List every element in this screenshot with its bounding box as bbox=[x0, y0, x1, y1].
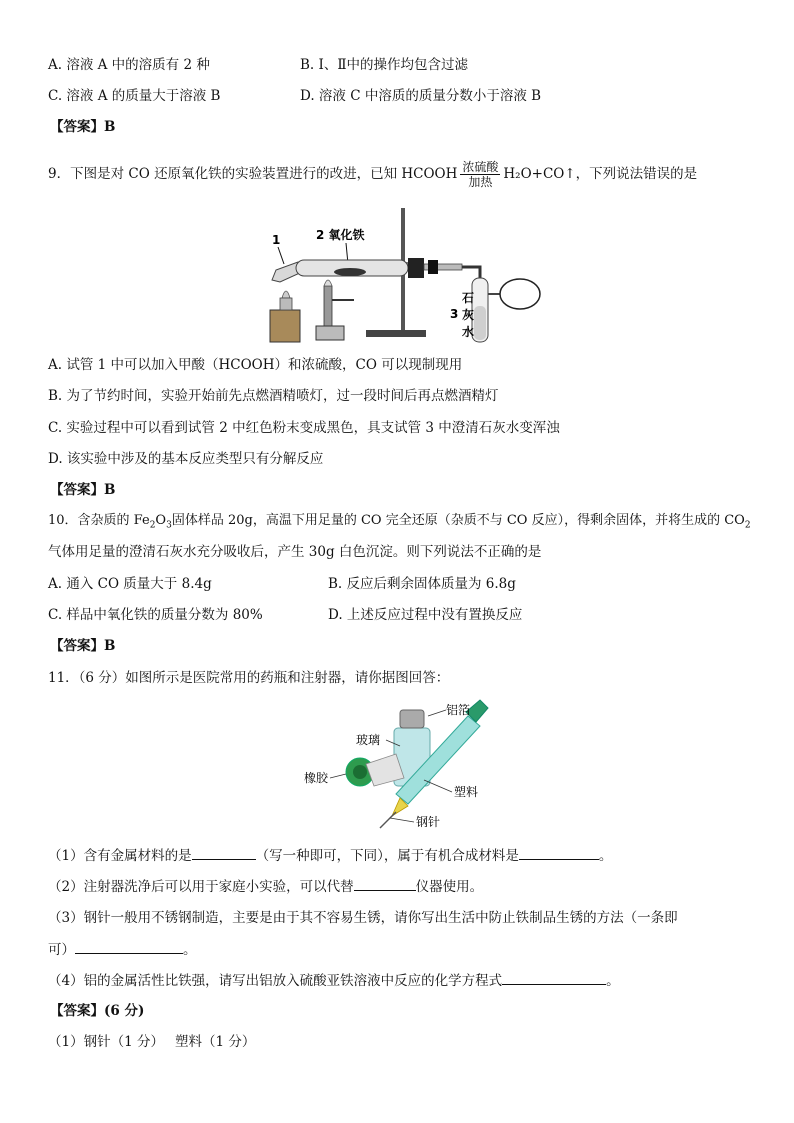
q11-p1-b: （写一种即可，下同），属于有机合成材料是 bbox=[255, 848, 519, 864]
wood-block bbox=[270, 310, 300, 342]
label-xiangjiao: 橡胶 bbox=[304, 771, 329, 785]
label-gangzhen: 钢针 bbox=[416, 815, 441, 829]
q9-option-c: C. 实验过程中可以看到试管 2 中红色粉末变成黑色，具支试管 3 中澄清石灰水变浑浊 bbox=[48, 420, 560, 436]
label-lvbo-leader bbox=[428, 710, 446, 716]
q11-p2-a: （2）注射器洗净后可以用于家庭小实验，可以代替 bbox=[48, 879, 354, 895]
blowtorch-tube bbox=[324, 286, 332, 326]
aluminum-cap bbox=[400, 710, 424, 728]
q9-frac-bottom: 加热 bbox=[468, 175, 493, 189]
q11-part-1 bbox=[48, 845, 612, 866]
balloon bbox=[500, 279, 540, 309]
q8-option-d: D. 溶液 C 中溶质的质量分数小于溶液 B bbox=[300, 88, 542, 104]
q11-blank-5[interactable] bbox=[502, 970, 606, 985]
q9-stem-pre: 9．下图是对 CO 还原氧化铁的实验装置进行的改进，已知 HCOOH bbox=[48, 166, 458, 182]
q8-option-b: B. Ⅰ、Ⅱ中的操作均包含过滤 bbox=[300, 57, 469, 73]
q9-answer: 【答案】B bbox=[50, 482, 116, 498]
fig-label-hui: 灰 bbox=[462, 308, 475, 322]
label-suliao: 塑料 bbox=[454, 785, 479, 799]
q9-stem-post: H₂O+CO↑，下列说法错误的是 bbox=[503, 166, 698, 182]
label-boli: 玻璃 bbox=[356, 733, 381, 747]
q9-option-a: A. 试管 1 中可以加入甲酸（HCOOH）和浓硫酸，CO 可以现制现用 bbox=[48, 357, 463, 373]
iron-oxide-powder bbox=[334, 268, 366, 276]
q11-part-3-line1: （3）钢针一般用不锈钢制造，主要是由于其不容易生锈，请你写出生活中防止铁制品生锈的方法（一条即 bbox=[48, 910, 678, 926]
q10-stem-post: 固体样品 20g，高温下用足量的 CO 完全还原（杂质不与 CO 反应），得剩余固体，并将生成的 CO bbox=[171, 513, 745, 528]
q10-sub-3: 3 bbox=[166, 520, 172, 531]
q10-option-c: C. 样品中氧化铁的质量分数为 80% bbox=[48, 607, 263, 623]
q11-p2-b: 仪器使用。 bbox=[415, 879, 484, 895]
q11-blank-3[interactable] bbox=[354, 876, 416, 891]
label-lvbo: 铝箔 bbox=[446, 703, 471, 717]
q11-p1-c: 。 bbox=[598, 848, 613, 864]
steel-needle bbox=[380, 812, 396, 828]
q11-blank-1[interactable] bbox=[192, 845, 256, 860]
ring-stand-base bbox=[366, 330, 426, 337]
q9-option-b: B. 为了节约时间，实验开始前先点燃酒精喷灯，过一段时间后再点燃酒精灯 bbox=[48, 388, 499, 404]
label-xiangjiao-leader bbox=[330, 774, 346, 778]
q11-blank-4[interactable] bbox=[75, 939, 183, 954]
q10-stem-line1 bbox=[48, 511, 751, 536]
alcohol-lamp bbox=[280, 298, 292, 310]
q11-p3-c: 。 bbox=[183, 942, 197, 958]
blowtorch-base bbox=[316, 326, 344, 340]
rubber-stopper bbox=[408, 258, 424, 278]
lamp-flame-left bbox=[282, 291, 290, 298]
q11-p1-a: （1）含有金属材料的是 bbox=[48, 848, 192, 864]
q9-reaction-condition bbox=[460, 160, 500, 189]
q11-p3-b: 可） bbox=[48, 942, 75, 958]
q10-option-b: B. 反应后剩余固体质量为 6.8g bbox=[328, 576, 516, 592]
q11-p4-a: （4）铝的金属活性比铁强，请写出铝放入硫酸亚铁溶液中反应的化学方程式 bbox=[48, 973, 503, 989]
q8-option-c: C. 溶液 A 的质量大于溶液 B bbox=[48, 88, 221, 104]
q11-answer: 【答案】(6 分) bbox=[50, 1003, 145, 1019]
fig-label-2: 2 氧化铁 bbox=[316, 228, 365, 242]
q10-option-d: D. 上述反应过程中没有置换反应 bbox=[328, 607, 523, 623]
q11-answer-1: （1）钢针（1 分） 塑料（1 分） bbox=[48, 1034, 256, 1050]
tube-joint bbox=[428, 260, 438, 274]
q10-stem-o: O bbox=[155, 513, 167, 528]
fig-label-1: 1 bbox=[272, 233, 281, 247]
q10-sub-2: 2 bbox=[149, 520, 156, 531]
q9-stem bbox=[48, 160, 697, 189]
q11-stem: 11．（6 分）如图所示是医院常用的药瓶和注射器，请你据图回答： bbox=[48, 670, 450, 686]
fig-label-1-leader bbox=[278, 247, 284, 264]
q10-answer: 【答案】B bbox=[50, 638, 116, 654]
q11-syringe-figure bbox=[296, 698, 496, 832]
q10-sub-co2: 2 bbox=[744, 520, 751, 531]
q8-option-a: A. 溶液 A 中的溶质有 2 种 bbox=[48, 57, 210, 73]
q11-part-3-line2 bbox=[48, 939, 197, 960]
fig-label-shi: 石 bbox=[462, 291, 475, 305]
fig-label-3: 3 bbox=[450, 307, 459, 321]
q10-stem-line2: 气体用足量的澄清石灰水充分吸收后，产生 30g 白色沉淀。则下列说法不正确的是 bbox=[48, 544, 542, 560]
q11-p4-b: 。 bbox=[606, 973, 620, 989]
q11-part-2 bbox=[48, 876, 483, 897]
q10-option-a: A. 通入 CO 质量大于 8.4g bbox=[48, 576, 212, 592]
q11-part-4 bbox=[48, 970, 620, 991]
q10-stem-pre: 10．含杂质的 Fe bbox=[48, 513, 150, 528]
lime-water bbox=[474, 306, 486, 340]
q9-option-d: D. 该实验中涉及的基本反应类型只有分解反应 bbox=[48, 451, 324, 467]
blowtorch-flame bbox=[324, 280, 332, 286]
fig-label-shui: 水 bbox=[462, 325, 475, 339]
q11-blank-2[interactable] bbox=[519, 845, 599, 860]
label-suliao-leader bbox=[424, 780, 452, 792]
label-gangzhen-leader bbox=[390, 818, 414, 822]
q8-answer: 【答案】B bbox=[50, 119, 116, 135]
rubber-stopper-center bbox=[353, 765, 367, 779]
q9-apparatus-figure bbox=[258, 202, 543, 350]
q9-frac-top: 浓硫酸 bbox=[462, 160, 499, 174]
